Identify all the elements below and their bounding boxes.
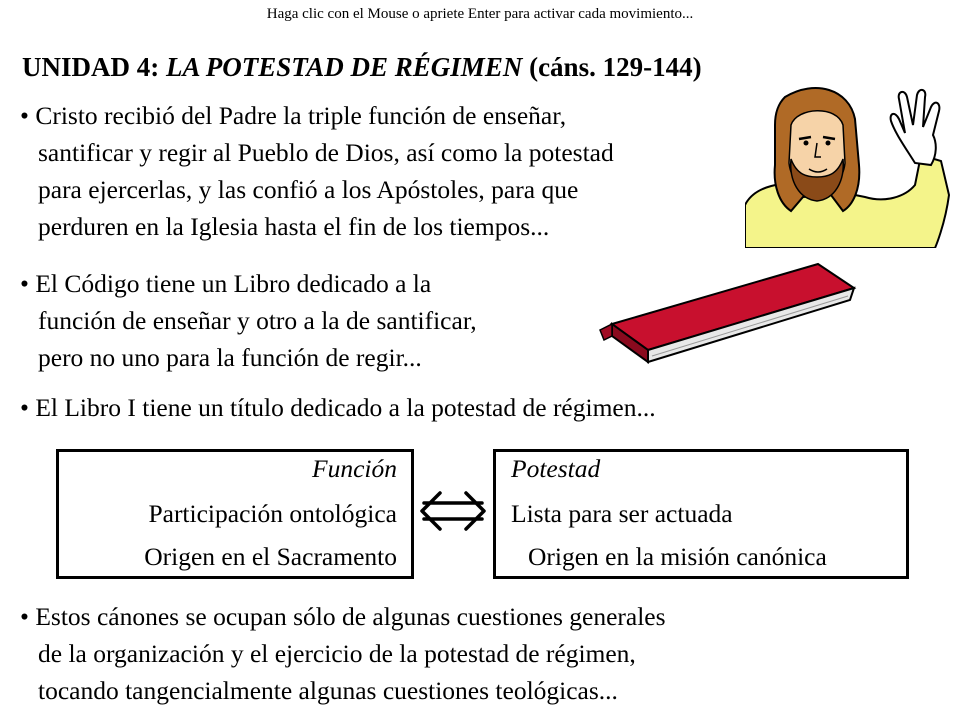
title-topic: LA POTESTAD DE RÉGIMEN <box>166 52 523 82</box>
bullet-canons-scope: • Estos cánones se ocupan sólo de algunas cuestiones generales de la organización y el ejercicio de la potestad de régimen, tocando tangencialmente algunas cuestiones teológicas... <box>20 602 666 705</box>
title-canons: (cáns. 129-144) <box>522 52 702 82</box>
function-header: Función <box>312 454 397 483</box>
potestad-row-canonical: Origen en la misión canónica <box>528 542 827 571</box>
potestad-box <box>493 449 909 579</box>
bullet-book-one: • El Libro I tiene un título dedicado a la potestad de régimen... <box>20 393 656 422</box>
function-row-ontological: Participación ontológica <box>148 499 397 528</box>
bullet-marker: • <box>20 393 29 422</box>
bullet-code-books: • El Código tiene un Libro dedicado a la función de enseñar y otro a la de santificar, pero no uno para la función de regir... <box>20 269 477 372</box>
function-row-sacrament: Origen en el Sacramento <box>144 542 397 571</box>
bullet-christ-functions: • Cristo recibió del Padre la triple función de enseñar, santificar y regir al Pueblo de Dios, así como la potestad para ejercerlas, y las confió a los Apóstoles, para que perduren en la Iglesia hasta el fin de los tiempos... <box>20 101 614 241</box>
bullet-marker: • <box>20 602 29 631</box>
christ-illustration-icon <box>745 85 951 248</box>
function-box <box>56 449 414 579</box>
potestad-row-ready: Lista para ser actuada <box>511 499 733 528</box>
title-unit: UNIDAD 4: <box>22 52 166 82</box>
red-book-icon <box>598 262 858 364</box>
instruction-hint: Haga clic con el Mouse o apriete Enter para activar cada movimiento... <box>266 6 694 22</box>
bullet-marker: • <box>20 269 29 298</box>
potestad-header: Potestad <box>511 454 601 483</box>
double-arrow-icon <box>412 487 494 535</box>
slide-title <box>22 52 702 83</box>
bullet-marker: • <box>20 101 29 130</box>
